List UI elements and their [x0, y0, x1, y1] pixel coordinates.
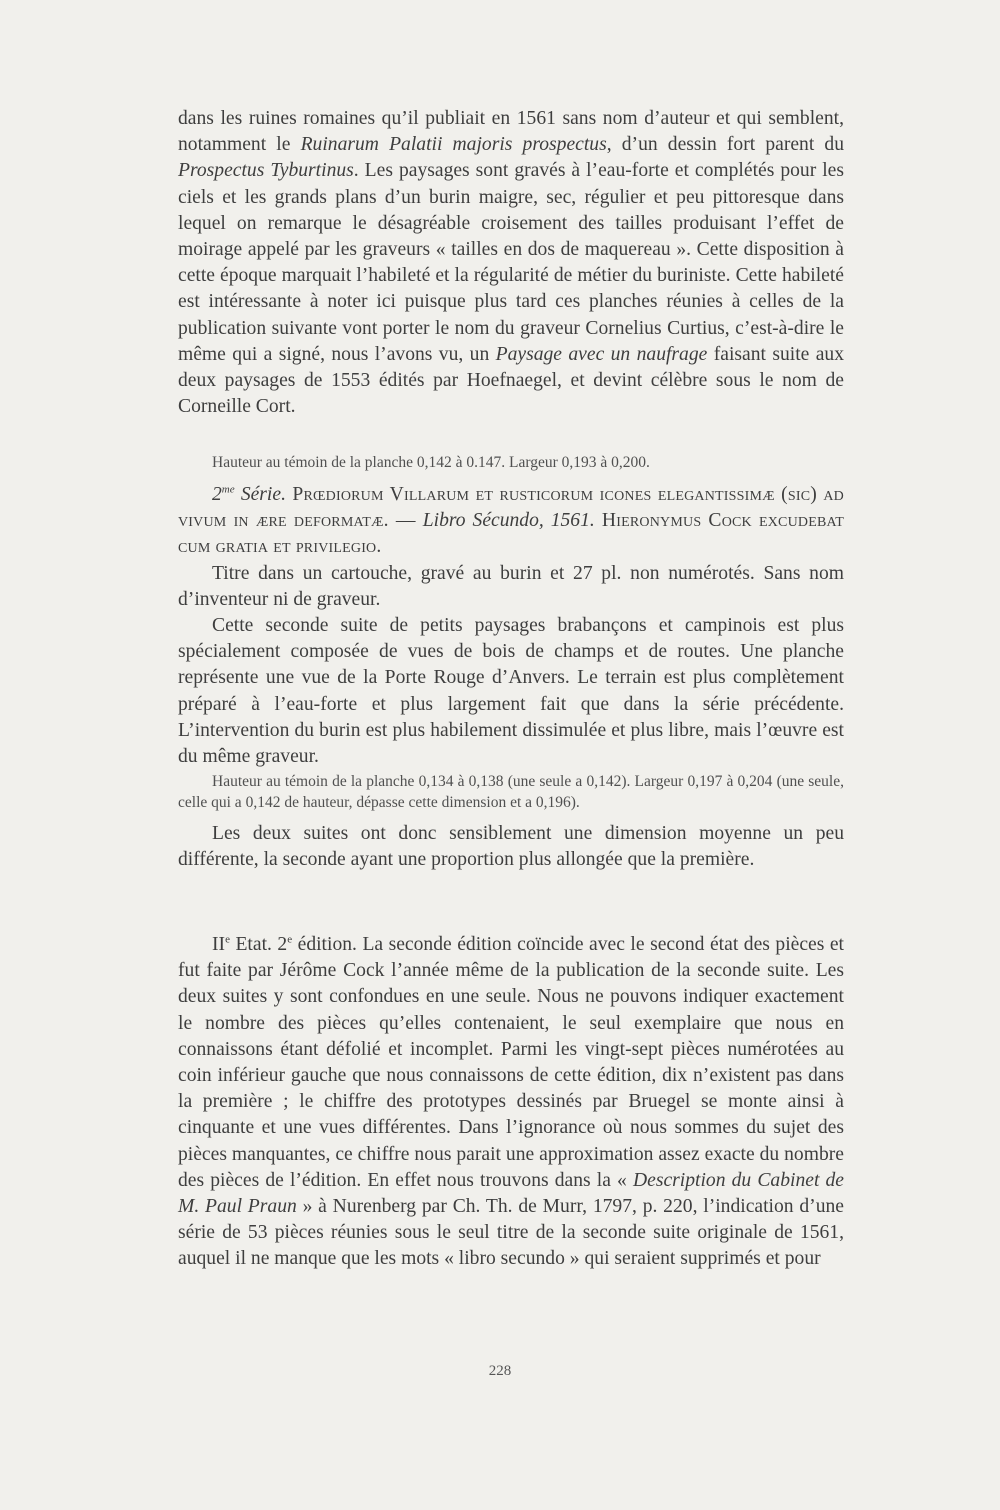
dimension-note: [178, 771, 844, 813]
second-series-section: [178, 482, 844, 770]
series-heading: [178, 482, 844, 561]
series-number: $2^{me}$ Série.: [212, 483, 286, 505]
note-text: Hauteur au témoin de la planche 0,134 à 0,138 (une seule a 0,142). Largeur 0,197 à 0,204 (une seule, celle qui a 0,142 de hauteur, dépasse cette dimension et a 0,196).: [178, 773, 844, 811]
body-paragraph: Les deux suites ont donc sensiblement une dimension moyenne un peu différente, la seconde ayant une proportion plus allongée que la première.: [178, 823, 844, 871]
text-run: faisant suite aux deux paysages de 1553 édités par Hoefnaegel, et devint célèbre sous le nom de Corneille Cort.: [178, 343, 844, 418]
paragraph-first-series: [178, 106, 844, 420]
note-text: Hauteur au témoin de la planche 0,142 à 0.147. Largeur 0,193 à 0,200.: [212, 454, 650, 471]
series-title: Prœdiorum Villarum et rusticorum icones elegantissimæ (sic) ad vivum in ære deformatæ. —: [178, 484, 844, 532]
text-run: dans les ruines romaines qu’il publiait en 1561 sans nom d’auteur et qui semblent, notamment le: [178, 108, 844, 156]
dimension-note: [178, 452, 844, 473]
second-edition-paragraph: [178, 932, 844, 1273]
italic-title: Description du Cabinet de M. Paul Praun: [178, 1169, 845, 1218]
comparison-paragraph: [178, 821, 844, 873]
body-paragraph: IIe Etat. 2e édition. La seconde édition coïncide avec le second état des pièces et fut faite par Jérôme Cock l’année même de la publication de la seconde suite. Les deux suites y sont confondues en une seule. Nous ne pouvons indiquer exactement le nombre des pièces qu’elles contenaient, le seul exemplaire que nous en connaissons étant défolié et incomplet. Parmi les vingt-sept pièces numérotées au coin inférieur gauche que nous connaissons de cette édition, dix n’existent pas dans la première ; le chiffre des prototypes dessinés par Bruegel se monte ainsi à cinquante et une vues différentes. Dans l’ignorance où nous sommes du sujet des pièces manquantes, ce chiffre nous parait une approximation assez exacte du nombre des pièces de l’édition. En effet nous trouvons dans la « Description du Cabinet de M. Paul Praun » à Nurenberg par Ch. Th. de Murr, 1797, p. 220, l’indication d’une série de 53 pièces réunies sous le seul titre de la seconde suite originale de 1561, auquel il ne manque que les mots « libro secundo » qui seraient supprimés et pour: [178, 933, 845, 1270]
body-paragraph: Cette seconde suite de petits paysages brabançons et campinois est plus spécialement composée de vues de bois de champs et de routes. Une planche représente une vue de la Porte Rouge d’Anvers. Le terrain est plus complètement préparé à l’eau-forte et plus largement fait que dans la série précédente. L’intervention du burin est plus habilement dissimulée et plus libre, mais l’œuvre est du même graveur.: [178, 615, 844, 768]
italic-title: Ruinarum Palatii majoris prospectus: [300, 134, 607, 156]
body-paragraph: Titre dans un cartouche, gravé au burin et 27 pl. non numérotés. Sans nom d’inventeur ni de graveur.: [178, 562, 844, 610]
text-run: , d’un dessin fort parent du: [606, 134, 844, 156]
text-run: . Les paysages sont gravés à l’eau-forte et complétés pour les ciels et les grands plans d’un burin maigre, sec, régulier et peu pittoresque dans lequel on remarque le désagréable croisement des tailles produisant l’effet de moirage appelé par les graveurs « tailles en dos de maquereau ». Cette disposition à cette époque marquait l’habileté et la régularité de métier du buriniste. Cette habileté est intéressante à noter ici puisque plus tard ces planches réunies à celles de la publication suivante vont porter le nom du graveur Cornelius Curtius, c’est-à-dire le même qui a signé, nous l’avons vu, un: [178, 160, 844, 365]
italic-title: Paysage avec un naufrage: [495, 343, 708, 365]
body-paragraph: [178, 106, 844, 420]
page-number: 228: [488, 1363, 512, 1379]
series-book: Libro Sécundo, 1561.: [422, 510, 595, 532]
series-publisher: Hieronymus Cock excudebat cum gratia et privilegio.: [178, 510, 845, 558]
italic-title: Prospectus Tyburtinus: [178, 160, 354, 182]
